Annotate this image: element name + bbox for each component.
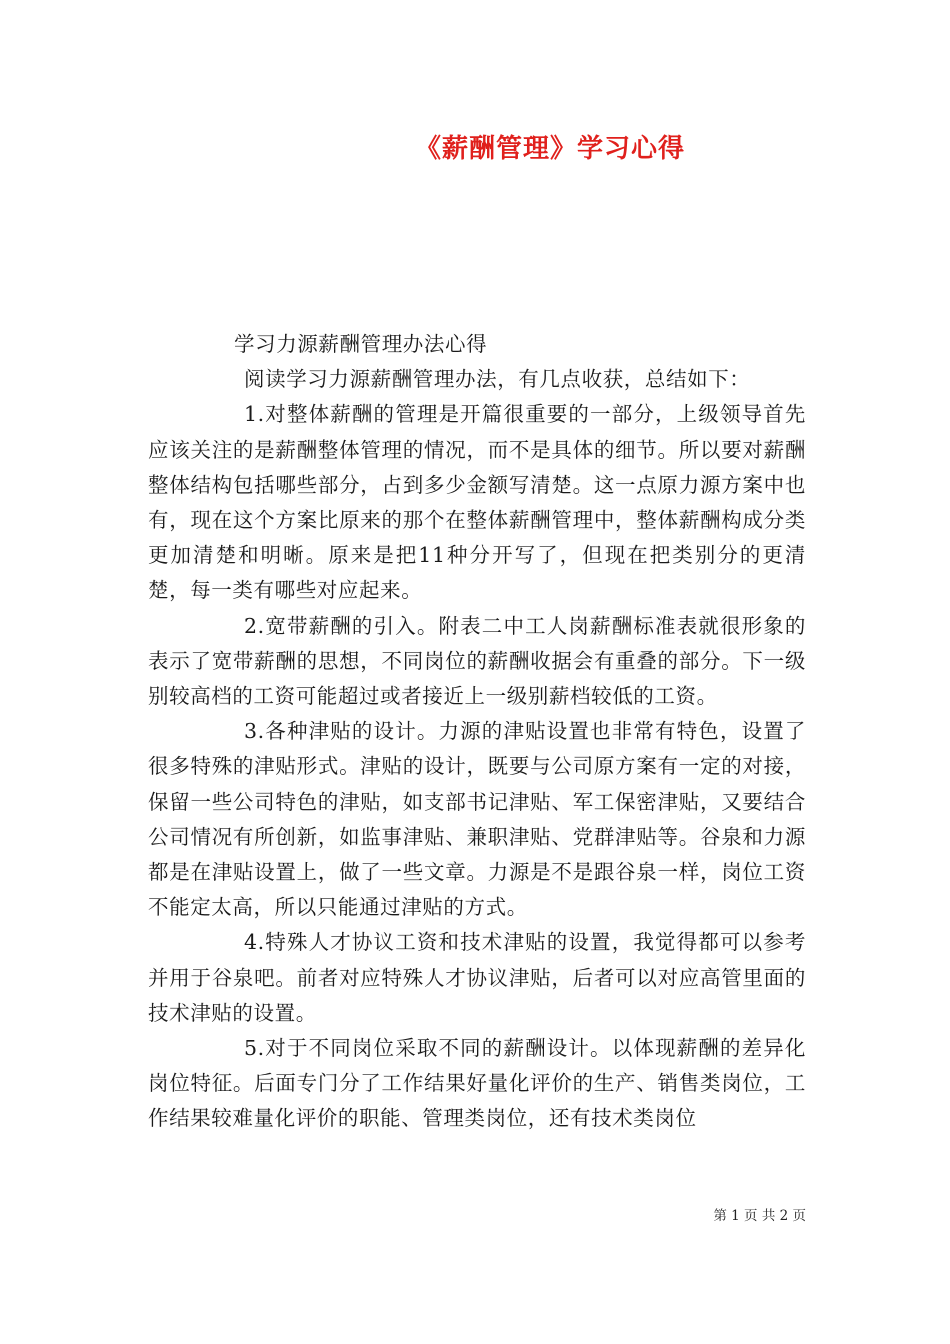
paragraph-4: 4.特殊人才协议工资和技术津贴的设置，我觉得都可以参考并用于谷泉吧。前者对应特殊人才协议津贴，后者可以对应高管里面的技术津贴的设置。 bbox=[148, 930, 806, 1025]
document-subtitle: 学习力源薪酬管理办法心得 bbox=[234, 332, 488, 356]
page-number: 第 1 页 共 2 页 bbox=[713, 1208, 806, 1224]
paragraph-2: 2.宽带薪酬的引入。附表二中工人岗薪酬标准表就很形象的表示了宽带薪酬的思想，不同岗位的薪酬收据会有重叠的部分。下一级别较高档的工资可能超过或者接近上一级别薪档较低的工资。 bbox=[148, 613, 806, 709]
document-body bbox=[148, 327, 806, 1137]
paragraph-5: 5.对于不同岗位采取不同的薪酬设计。以体现薪酬的差异化岗位特征。后面专门分了工作结果好量化评价的生产、销售类岗位，工作结果较难量化评价的职能、管理类岗位，还有技术类岗位 bbox=[148, 1036, 806, 1131]
document-title: 《薪酬管理》学习心得 bbox=[414, 134, 685, 164]
paragraph-1: 1.对整体薪酬的管理是开篇很重要的一部分，上级领导首先应该关注的是薪酬整体管理的情况，而不是具体的细节。所以要对薪酬整体结构包括哪些部分，占到多少金额写清楚。这一点原力源方案中也有，现在这个方案比原来的那个在整体薪酬管理中，整体薪酬构成分类更加清楚和明晰。原来是把11种分开写了，但现在把类别分的更清楚，每一类有哪些对应起来。 bbox=[148, 402, 806, 603]
intro-paragraph: 阅读学习力源薪酬管理办法，有几点收获，总结如下： bbox=[244, 367, 751, 392]
paragraph-3: 3.各种津贴的设计。力源的津贴设置也非常有特色，设置了很多特殊的津贴形式。津贴的设计，既要与公司原方案有一定的对接，保留一些公司特色的津贴，如支部书记津贴、军工保密津贴，又要结合公司情况有所创新，如监事津贴、兼职津贴、党群津贴等。谷泉和力源都是在津贴设置上，做了一些文章。力源是不是跟谷泉一样，岗位工资不能定太高，所以只能通过津贴的方式。 bbox=[148, 719, 806, 920]
